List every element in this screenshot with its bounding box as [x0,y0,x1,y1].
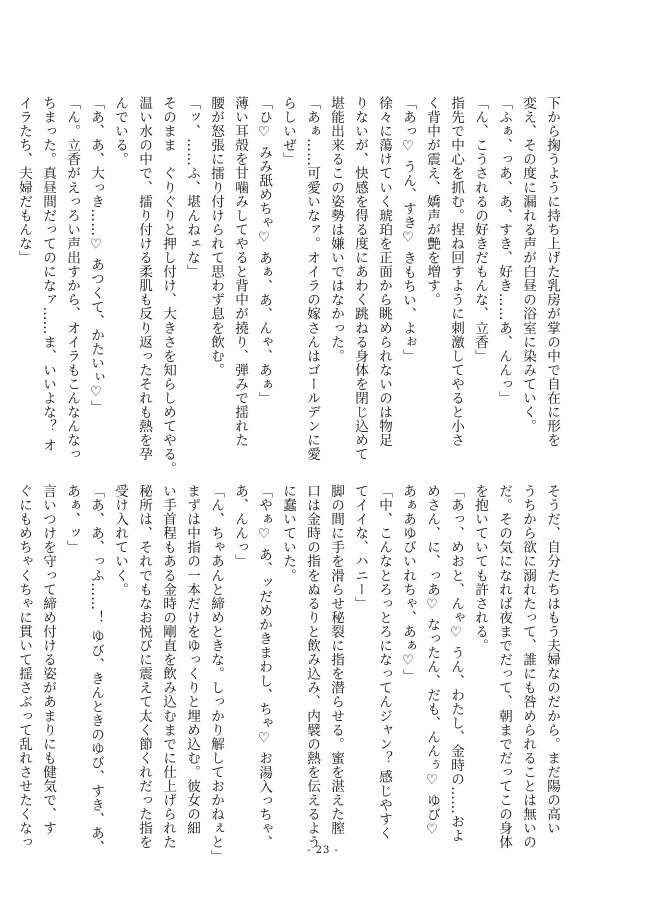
text-column: い手首程もある金時の剛直を飲み込むまでに仕上げられた [160,484,176,850]
text-column: りないが、快感を得る度にあわく跳ねる身体を閉じ込めて [352,96,368,462]
text-column: 指先で中心を抓む。捏ね回すように刺激してやると小さ [448,96,464,448]
text-column: 徐々に蕩けていく琥珀を正面から眺められないのは物足 [376,96,392,448]
text-column: 温い水の中で、擂り付ける柔肌も反り返ったそれも熱を孕 [136,96,152,462]
text-column: ぐにもめちゃくちゃに貫いて揺さぶって乱れさせたくなっ [16,484,32,850]
text-column: 言いつけを守って締め付ける姿があまりにも健気で、す [40,484,56,836]
text-column: 変え、その度に漏れる声が白昼の浴室に染みていく。 [520,96,536,434]
text-column: 「あっ♡ うん、すき♡ きもちい、よぉ」 [400,96,416,364]
text-column: 腰が怒張に擂り付けられて思わず息を飲む。 [208,96,224,377]
text-column: んでいる。 [112,96,128,167]
text-column: イラたち、夫婦だもんな」 [16,96,32,265]
text-column: まずは中指の一本だけをゆっくりと埋め込む。彼女の細 [184,484,200,836]
text-column: 薄い耳殻を甘噛みしてやると背中が撓り、弾みで揺れた [232,96,248,448]
text-column: 「ッ、……ふ、堪んねェな」 [184,96,200,279]
text-column: あぁあゆびいれちゃ、あぁ♡」 [400,484,416,684]
text-column: 「ふぁ、っあ、あ、すき、好き……あ、んんっ」 [496,96,512,406]
text-column: 「中、こんなとろっとろになってんジャン？ 感じやすく [376,484,392,841]
text-column: そのまま ぐりぐりと押し付け、大きさを知らしめてやる。 [160,96,176,476]
text-column: を抱いていても許される。 [472,484,488,653]
text-column: 「あっ、めおと、んゃ♡ うん、わたし、金時の……およ [448,484,464,843]
text-column: あ、んんっ」 [232,484,248,569]
text-column: く背中が震え、嬌声が艶を増す。 [424,96,440,307]
text-column: だ。その気になれば夜までだって、朝までだってこの身体 [496,484,512,850]
upper-text-block [16,96,564,476]
text-column: に蠢いていた。 [280,484,296,583]
text-column: うちから欲に溺れたって、誰にも咎められることは無いの [520,484,536,850]
text-column: 「あぁ……可愛いなァ。オイラの嫁さんはゴールデンに愛 [304,96,320,462]
text-column: 堪能出来るこの姿勢は嫌いではなかった。 [328,96,344,363]
text-column: ちまった。真昼間だってのになァ……ま、いいよな？ オ [40,96,56,453]
text-column: 口は金時の指をぬるりと飲み込み、内襞の熱を伝えるよう [304,484,320,850]
text-column: 「ん、ちゃあんと締めときな。しっかり解しておかねぇと」 [208,484,224,864]
text-column: 「ひ♡ みみ舐めちゃ♡ あぁ、あ、んゃ、あぁ」 [256,96,272,406]
text-column: てイイな、ハニー」 [352,484,368,611]
text-column: 「ん。立香がえっろい声出すから、オイラもこんなんなっ [64,96,80,462]
text-column: 下から掬うように持ち上げた乳房が掌の中で自在に形を [544,96,560,448]
text-column: 「やぁ♡ あ、ッだめかきまわし、ちゃ♡ お湯入っちゃ、 [256,484,272,850]
text-column: 秘所は、それでもなお悦びに震えて太く節くれだった指を [136,484,152,850]
text-column: そうだ、自分たちはもう夫婦なのだから。まだ陽の高い [544,484,560,836]
text-column: 脚の間に手を滑らせ秘裂に指を潜らせる。蜜を湛えた膣 [328,484,344,836]
text-column: 受け入れていく。 [112,484,128,597]
text-column: 「あ、あ、大っき……♡ あつくて、かたいぃ♡」 [88,96,104,415]
text-column: 「あ、あ、っふ……！ ゆび、きんときのゆび、すき、あ、 [88,484,104,855]
text-column: 「ん、こうされるの好きだもんな、立香」 [472,96,488,363]
page-number: - 23 - [307,845,339,856]
text-column: めさん、に、っあ♡ なったん、だも、んんぅ♡ ゆび♡ [424,484,440,838]
text-column: あぁ、ッ」 [64,484,80,555]
text-column: らしいぜ」 [280,96,296,167]
